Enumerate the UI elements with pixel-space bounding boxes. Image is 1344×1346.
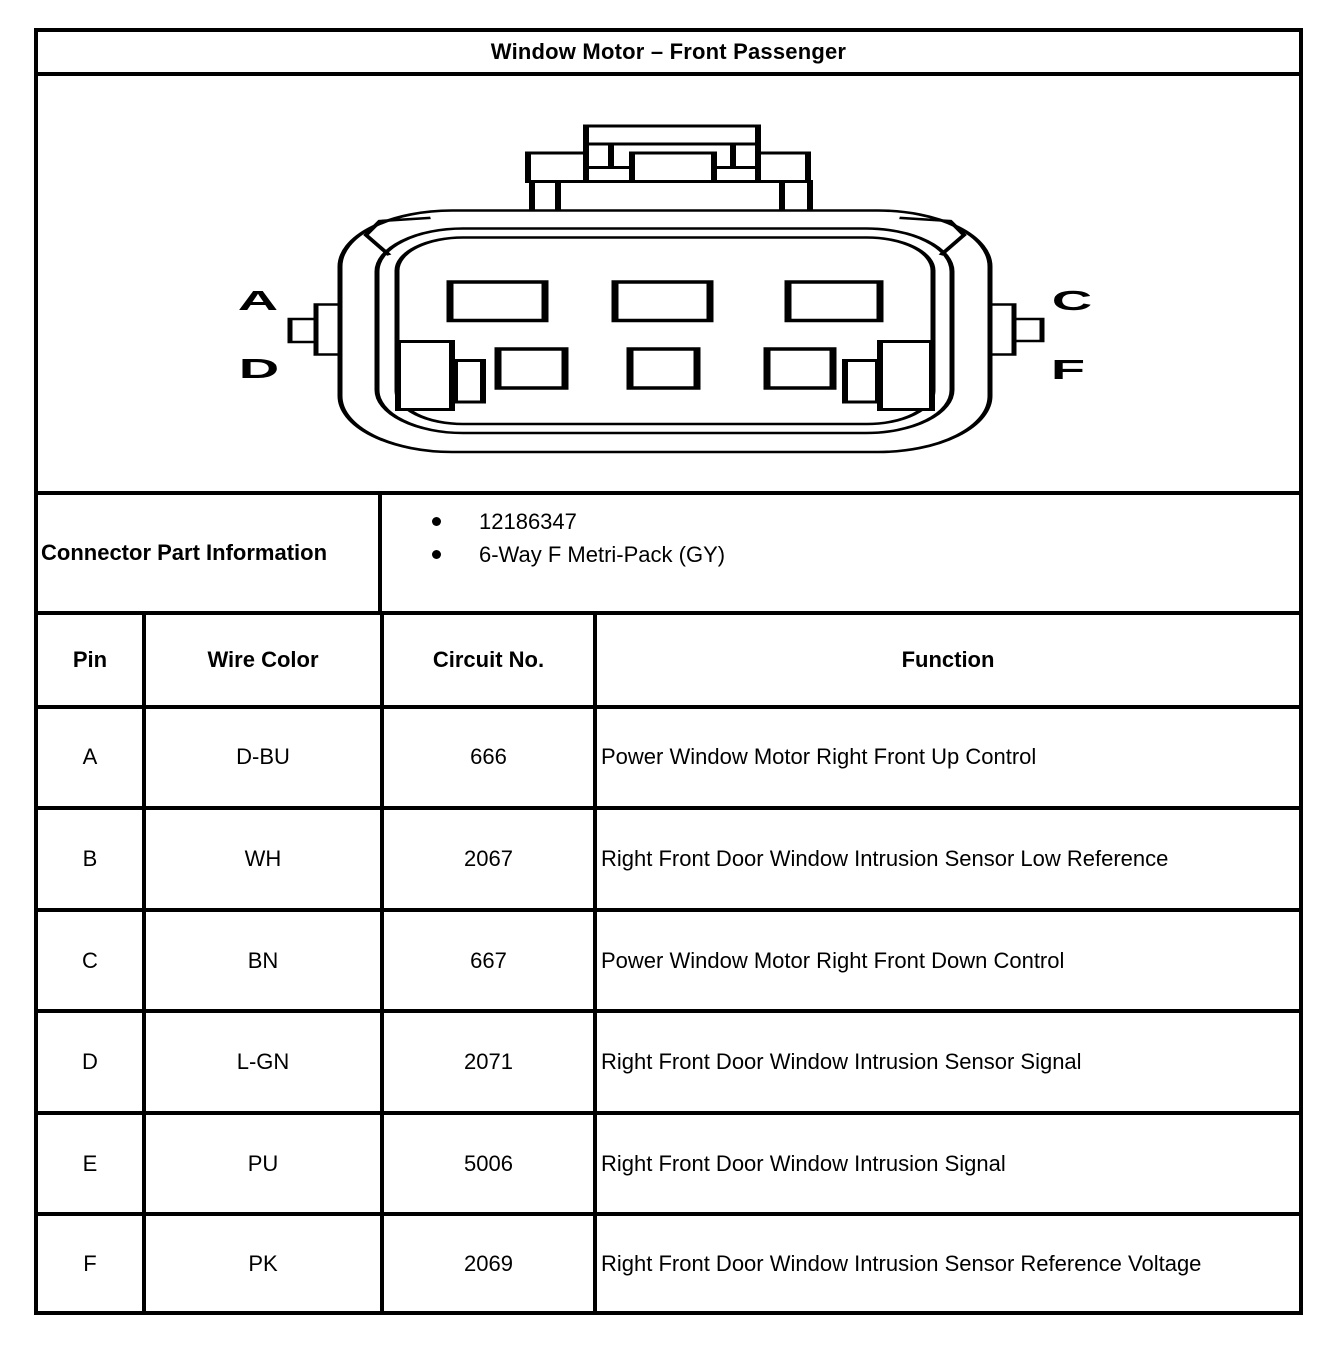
right-side-tab (988, 305, 1042, 355)
cell-wire-color: PU (144, 1113, 382, 1215)
cell-function: Power Window Motor Right Front Up Control (595, 707, 1299, 809)
part-info-item (432, 505, 1299, 538)
cell-circuit-no: 2067 (382, 808, 595, 910)
cell-function: Right Front Door Window Intrusion Signal (595, 1113, 1299, 1215)
col-header-function: Function (595, 615, 1299, 707)
cavity-d (498, 349, 565, 388)
cell-pin: E (38, 1113, 144, 1215)
cell-circuit-no: 5006 (382, 1113, 595, 1215)
table-row (38, 808, 1299, 910)
cell-function: Right Front Door Window Intrusion Sensor Reference Voltage (595, 1214, 1299, 1311)
pin-label-d: D (238, 353, 280, 385)
cell-wire-color: PK (144, 1214, 382, 1311)
cell-circuit-no: 2071 (382, 1011, 595, 1113)
pin-label-f: F (1050, 354, 1086, 386)
col-header-wire-color: Wire Color (144, 615, 382, 707)
part-info-label: Connector Part Information (41, 540, 328, 565)
part-info-label-cell (38, 495, 382, 611)
pin-label-a: A (237, 285, 279, 317)
connector-body-outlines (340, 211, 990, 453)
cell-pin: D (38, 1011, 144, 1113)
part-number: 12186347 (479, 508, 577, 534)
connector-face-view (38, 76, 1299, 491)
cell-pin: B (38, 808, 144, 910)
cell-circuit-no: 667 (382, 910, 595, 1012)
col-header-pin: Pin (38, 615, 144, 707)
col-header-circuit-no: Circuit No. (382, 615, 595, 707)
cell-circuit-no: 666 (382, 707, 595, 809)
cavity-b (615, 282, 710, 321)
connector-part-info-section (38, 491, 1299, 615)
cell-wire-color: BN (144, 910, 382, 1012)
cell-pin: C (38, 910, 144, 1012)
table-row (38, 1011, 1299, 1113)
cell-function: Right Front Door Window Intrusion Sensor Low Reference (595, 808, 1299, 910)
cell-wire-color: L-GN (144, 1011, 382, 1113)
table-row (38, 910, 1299, 1012)
pin-label-c: C (1051, 285, 1093, 317)
title-bar (38, 32, 1299, 76)
table-header-row (38, 615, 1299, 707)
cell-circuit-no: 2069 (382, 1214, 595, 1311)
part-info-items (382, 495, 1299, 611)
cavity-c (788, 282, 880, 321)
page-frame (34, 28, 1303, 1315)
cell-wire-color: WH (144, 808, 382, 910)
cavity-e (630, 349, 697, 388)
page-title: Window Motor – Front Passenger (490, 39, 847, 64)
bullet-icon (432, 517, 441, 526)
connector-face-diagram (38, 76, 1299, 491)
pinout-table (38, 615, 1299, 1311)
cell-pin: F (38, 1214, 144, 1311)
table-row (38, 707, 1299, 809)
cell-function: Right Front Door Window Intrusion Sensor Signal (595, 1011, 1299, 1113)
cavity-a (450, 282, 545, 321)
cell-pin: A (38, 707, 144, 809)
bullet-icon (432, 550, 441, 559)
part-description: 6-Way F Metri-Pack (GY) (479, 541, 726, 567)
cell-function: Power Window Motor Right Front Down Control (595, 910, 1299, 1012)
table-row (38, 1214, 1299, 1311)
table-row (38, 1113, 1299, 1215)
cavity-f (767, 349, 833, 388)
cell-wire-color: D-BU (144, 707, 382, 809)
left-side-tab (290, 305, 342, 355)
connector-latch (528, 126, 810, 212)
part-info-item (432, 538, 1299, 571)
